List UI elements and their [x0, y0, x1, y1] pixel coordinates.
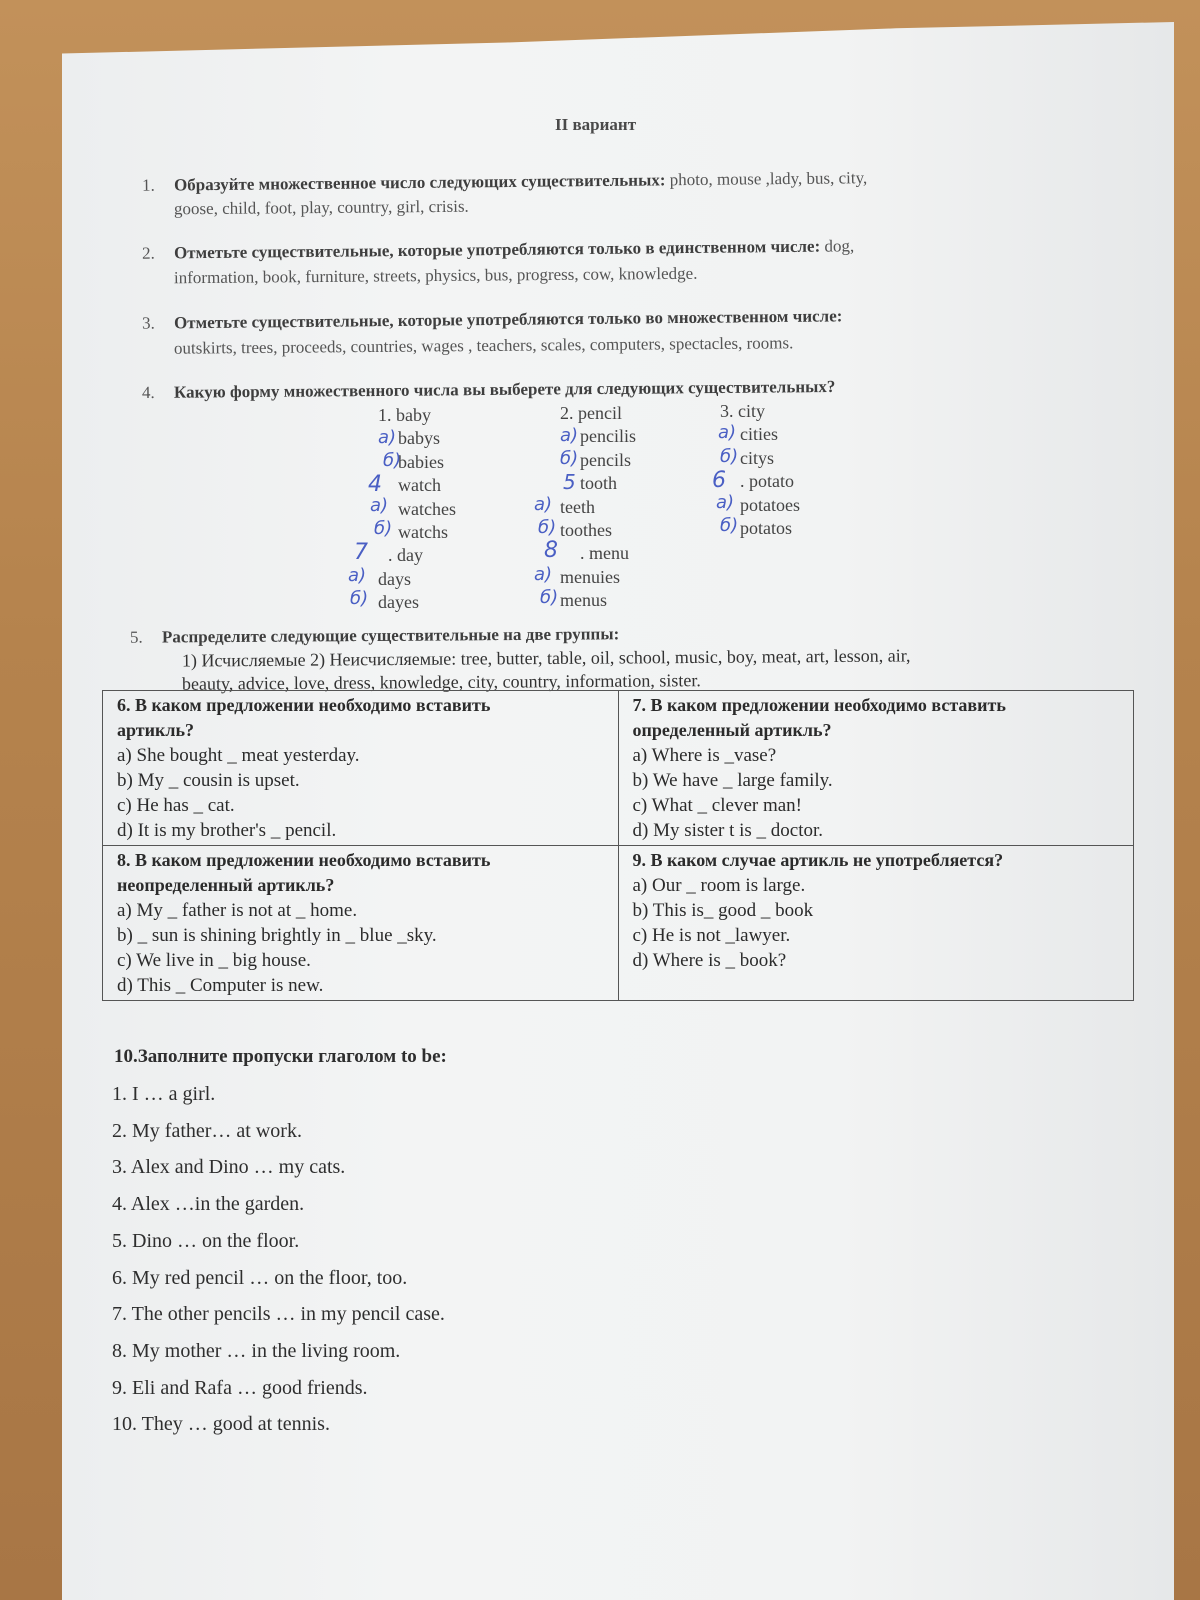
handwritten-number-6: 6: [712, 468, 726, 493]
handwritten-mark-b: б): [350, 588, 369, 609]
handwritten-mark-a: а): [718, 422, 737, 443]
list-item: 9. Eli and Rafa … good friends.: [112, 1376, 368, 1399]
handwritten-mark-a: а): [348, 565, 367, 586]
list-item: 5. Dino … on the floor.: [112, 1229, 300, 1252]
question-5-line-1: 1) Исчисляемые 2) Неисчисляемые: tree, butter, table, oil, school, music, boy, meat, art, lesson, air,: [181, 645, 911, 671]
question-6-cell: 6. В каком предложении необходимо вставить артикль? a) She bought _ meat yesterday. b) My _ cousin is upset. c) He has _ cat. d) It is my brother's _ pencil.: [103, 691, 619, 846]
question-2-words: information, book, furniture, streets, physics, bus, progress, cow, knowledge.: [173, 263, 698, 288]
handwritten-mark-b: б): [540, 587, 559, 608]
handwritten-mark-a: а): [534, 494, 553, 515]
handwritten-mark-a: а): [370, 495, 389, 516]
question-1: 1. Образуйте множественное число следующих существительных: photo, mouse ,lady, bus, city,: [141, 168, 868, 195]
list-item: 3. Alex and Dino … my cats.: [112, 1156, 346, 1179]
question-7-cell: 7. В каком предложении необходимо вставить определенный артикль? a) Where is _vase? b) We have _ large family. c) What _ clever man! d) My sister t is _ doctor.: [618, 691, 1134, 846]
list-item: 2. My father… at work.: [112, 1119, 302, 1142]
question-9-cell: 9. В каком случае артикль не употребляется? a) Our _ room is large. b) This is_ good _ book c) He is not _lawyer. d) Where is _ book?: [618, 846, 1134, 1001]
handwritten-mark-a: а): [534, 564, 553, 585]
list-item: 4. Alex …in the garden.: [112, 1193, 305, 1216]
q4-column-3: 3. city cities citys . potato potatoes potatos: [720, 401, 800, 539]
question-10-list: [112, 1076, 445, 1443]
question-8-cell: 8. В каком предложении необходимо вставить неопределенный артикль? a) My _ father is not at _ home. b) _ sun is shining brightly in _ blue _sky. c) We live in _ big house. d) This _ Computer is new.: [103, 846, 619, 1001]
handwritten-mark-b: б): [374, 518, 393, 539]
question-4: 4. Какую форму множественного числа вы выберете для следующих существительных?: [141, 376, 836, 403]
handwritten-mark-b: б): [538, 517, 557, 538]
question-3-words: outskirts, trees, proceeds, countries, wages , teachers, scales, computers, spectacles, rooms.: [173, 333, 794, 358]
articles-table: [102, 690, 1134, 1001]
table-row: [103, 691, 1134, 846]
question-3: 3. Отметьте существительные, которые употребляются только во множественном числе:: [141, 306, 843, 333]
question-1-words: goose, child, foot, play, country, girl, crisis.: [173, 196, 469, 219]
list-item: 8. My mother … in the living room.: [112, 1339, 401, 1362]
handwritten-mark-a: а): [560, 425, 579, 446]
list-item: 1. I … a girl.: [112, 1083, 216, 1105]
question-10-title: 10.Заполните пропуски глаголом to be:: [114, 1046, 447, 1067]
q4-column-2: 2. pencil pencilis pencils tooth teeth toothes . menu menuies menus: [560, 403, 636, 611]
question-2: 2. Отметьте существительные, которые употребляются только в единственном числе: dog,: [141, 236, 855, 263]
question-5-line-2: beauty, advice, love, dress, knowledge, city, country, information, sister.: [181, 670, 701, 694]
list-item: 10. They … good at tennis.: [112, 1413, 330, 1436]
list-item: 6. My red pencil … on the floor, too.: [112, 1266, 408, 1289]
handwritten-mark-a: а): [378, 427, 397, 448]
handwritten-mark-b: б): [383, 450, 402, 471]
question-5: 5. Распределите следующие существительные на две группы:: [129, 624, 620, 647]
handwritten-mark-b: б): [720, 446, 739, 467]
handwritten-number-8: 8: [544, 538, 558, 563]
page-title: II вариант: [555, 115, 637, 134]
q4-column-1: 1. baby babys babies watch watches watchs . day days dayes: [378, 405, 456, 613]
handwritten-mark-b: б): [720, 515, 739, 536]
list-item: 7. The other pencils … in my pencil case.: [112, 1303, 445, 1326]
handwritten-number-7: 7: [354, 540, 368, 565]
handwritten-number-5: 5: [563, 470, 576, 494]
handwritten-mark-b: б): [560, 448, 579, 469]
table-row: [103, 846, 1134, 1001]
handwritten-mark-a: а): [716, 492, 735, 513]
handwritten-number-4: 4: [368, 472, 382, 497]
